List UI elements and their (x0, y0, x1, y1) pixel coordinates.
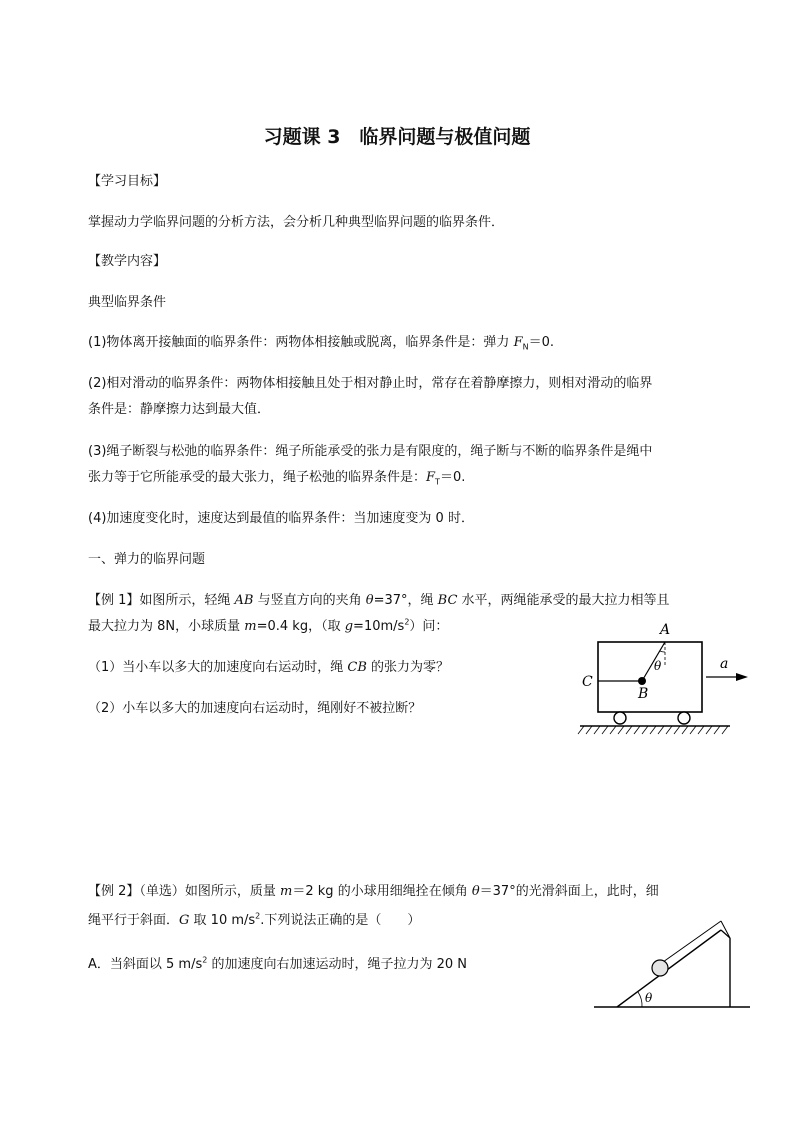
goal-text: 掌握动力学临界问题的分析方法，会分析几种典型临界问题的临界条件． (88, 215, 505, 230)
arrow-head (736, 673, 748, 681)
angle-arc (660, 651, 665, 652)
incline-top (721, 930, 730, 938)
typical-heading: 典型临界条件 (88, 295, 167, 310)
example2-line2: 绳平行于斜面．G 取 10 $m/s^2$.下列说法正确的是（ ） (88, 911, 421, 928)
example1-line1: 【例 1】如图所示，轻绳 AB 与竖直方向的夹角 θ=37°，绳 BC 水平，两绳能承受的最大拉力相等且 (88, 593, 670, 608)
label-theta: θ (645, 991, 653, 1005)
part1-heading: 一、弹力的临界问题 (88, 552, 206, 567)
incline-surface (617, 930, 721, 1007)
example1-question2: （2）小车以多大的加速度向右运动时，绳刚好不被拉断？ (88, 701, 422, 716)
page-title: 习题课 3 临界问题与极值问题 (263, 126, 531, 148)
ball (652, 960, 668, 976)
example2-line1: 【例 2】（单选）如图所示，质量 m＝2 kg 的小球用细绳拴在倾角 θ＝37°的光滑斜面上，此时，细 (88, 884, 659, 899)
condition-1: (1)物体离开接触面的临界条件：两物体相接触或脱离，临界条件是：弹力 $F_N=0$. (88, 335, 554, 352)
label-b: B (638, 686, 649, 702)
goal-heading: 【学习目标】 (88, 174, 167, 189)
incline-figure (590, 912, 754, 1012)
condition-3-line2: 张力等于它所能承受的最大张力，绳子松弛的临界条件是：$F_T=0$. (88, 470, 466, 487)
condition-2-line2: 条件是：静摩擦力达到最大值． (88, 402, 271, 417)
label-accel: a (720, 656, 729, 672)
angle-arc (638, 992, 642, 1007)
label-theta: θ (654, 659, 662, 673)
condition-4: (4)加速度变化时，速度达到最值的临界条件：当加速度变为 0 时． (88, 511, 474, 526)
right-wheel (678, 712, 690, 724)
rope-anchor (721, 921, 730, 938)
cart-body (598, 642, 702, 712)
rope (663, 921, 721, 962)
condition-3-line1: (3)绳子断裂与松弛的临界条件：绳子所能承受的张力是有限度的，绳子断与不断的临界条件是绳中 (88, 444, 653, 459)
ground-hatching (578, 726, 728, 734)
example1-question1: （1）当小车以多大的加速度向右运动时，绳 CB 的张力为零？ (88, 660, 450, 675)
label-a: A (660, 622, 671, 638)
cart-figure (574, 618, 760, 742)
left-wheel (614, 712, 626, 724)
ball-b (638, 677, 646, 685)
condition-2-line1: (2)相对滑动的临界条件：两物体相接触且处于相对静止时，常存在着静摩擦力，则相对滑动的临界 (88, 376, 653, 391)
content-heading: 【教学内容】 (88, 254, 167, 269)
label-c: C (582, 674, 593, 690)
example2-option-a: A．当斜面以 5 $m/s^2$ 的加速度向右加速运动时，绳子拉力为 20 N (88, 955, 468, 972)
example1-line2: 最大拉力为 8N，小球质量 m=0.4 kg，（取 $g=10m/s^2$）问： (88, 617, 449, 634)
